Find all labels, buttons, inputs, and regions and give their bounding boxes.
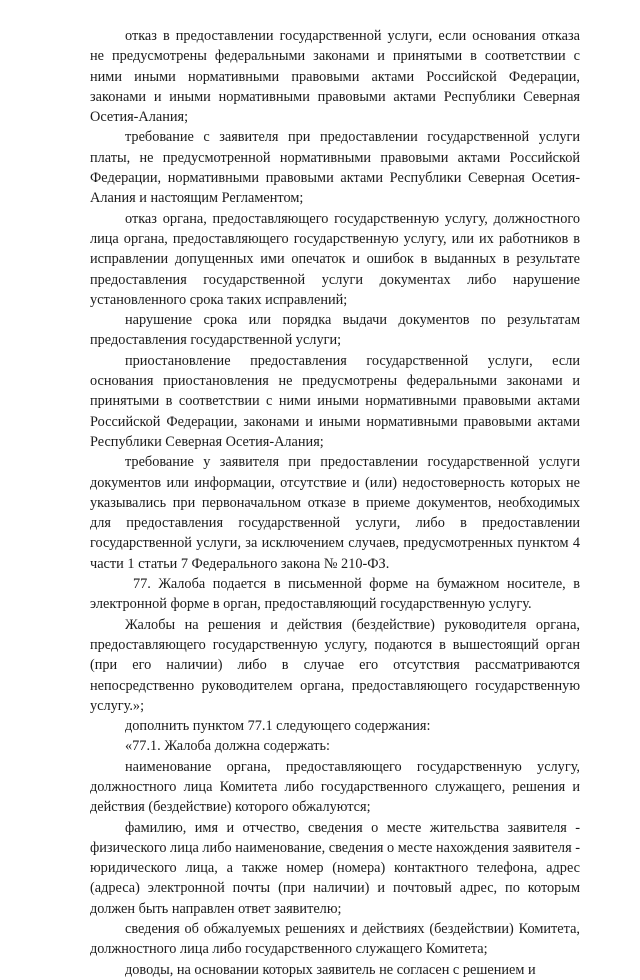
paragraph-fee-requirement: требование с заявителя при предоставлении государственной услуги платы, не предусмотренной нормативными правовыми актами Российской Федерации, нормативными правовыми актами Республики Северная Осетия-Алания и настоящим Регламентом;: [90, 129, 580, 207]
paragraph-suspension: приостановление предоставления государственной услуги, если основания приостановления не предусмотрены федеральными законами и принятыми в соответствии с ними иными нормативными правовыми актами Российской Федерации, законами и иными нормативными правовыми актами Республики Северная Осетия-Алания;: [90, 352, 580, 450]
paragraph-clause-77-1: «77.1. Жалоба должна содержать:: [125, 738, 330, 755]
paragraph-applicant-details: фамилию, имя и отчество, сведения о месте жительства заявителя - физического лица либо наименование, сведения о месте нахождения заявителя - юридического лица, а также номер (номера) контактного телефона, адрес (адреса) электронной почты (при наличии) и почтовый адрес, по которым должен быть направлен ответ заявителю;: [90, 819, 580, 917]
paragraph-issuance-violation: нарушение срока или порядка выдачи документов по результатам предоставления государственной услуги;: [90, 312, 580, 349]
paragraph-contested-decisions: сведения об обжалуемых решениях и действиях (бездействии) Комитета, должностного лица либо государственного служащего Комитета;: [90, 921, 580, 958]
paragraph-arguments: доводы, на основании которых заявитель не согласен с решением и: [125, 961, 536, 978]
paragraph-complaints-head: Жалобы на решения и действия (бездействие) руководителя органа, предоставляющего государственную услугу, подаются в вышестоящий орган (при его наличии) либо в случае его отсутствия рассматриваются непосредственно руководителем органа, предоставляющего государственную услугу.»;: [90, 616, 580, 714]
paragraph-document-request: требование у заявителя при предоставлении государственной услуги документов или информации, отсутствие и (или) недостоверность которых не указывались при первоначальном отказе в приеме документов, необходимых для предоставления государственной услуги, либо в предоставлении государственной услуги, за исключением случаев, предусмотренных пунктом 4 части 1 статьи 7 Федерального закона № 210-ФЗ.: [90, 454, 580, 572]
paragraph-add-clause: дополнить пунктом 77.1 следующего содержания:: [125, 718, 431, 735]
paragraph-refusal-grounds: отказ в предоставлении государственной услуги, если основания отказа не предусмотрены федеральными законами и принятыми в соответствии с ними иными нормативными правовыми актами Российской Федерации, законами и иными нормативными правовыми актами Республики Северная Осетия-Алания;: [90, 28, 580, 126]
paragraph-authority-name: наименование органа, предоставляющего государственную услугу, должностного лица Комитета либо государственного служащего, решения и действия (бездействие) которого обжалуются;: [90, 758, 580, 816]
paragraph-correction-refusal: отказ органа, предоставляющего государственную услугу, должностного лица органа, предоставляющего государственную услугу, или их работников в исправлении допущенных ими опечаток и ошибок в выданных в результате предоставления государственной услуги документах либо нарушение установленного срока таких исправлений;: [90, 210, 580, 308]
paragraph-clause-77: 77. Жалоба подается в письменной форме на бумажном носителе, в электронной форме в орган, предоставляющий государственную услугу.: [90, 576, 580, 613]
